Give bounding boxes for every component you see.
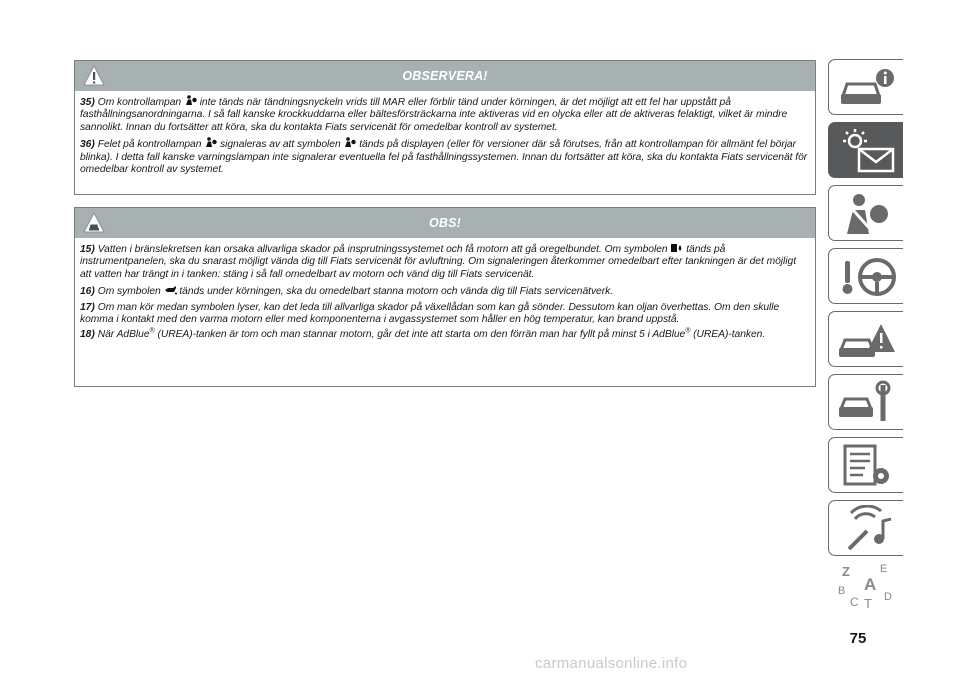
- tab-driving[interactable]: [828, 248, 903, 304]
- safety-icon: [835, 190, 899, 238]
- svg-text:Z: Z: [842, 564, 850, 579]
- svg-text:T: T: [864, 596, 872, 608]
- note-17: 17) Om man kör medan symbolen lyser, kan det leda till allvarliga skador på växellådan som kan gå sönder. Dessutom kan oljan överhettas. Om den skulle komma i kontakt med den varma motorn eller med komponenterna i avgassystemet som håller en hög temperatur, kan brand uppstå.: [80, 301, 780, 326]
- observera-box: [74, 60, 816, 195]
- airbag-fault-icon: [343, 137, 356, 148]
- tab-technical-data[interactable]: [828, 437, 903, 493]
- tab-warning-lights[interactable]: [828, 122, 903, 178]
- oil-pressure-icon: [164, 284, 177, 295]
- tab-emergency[interactable]: [828, 311, 903, 367]
- driving-icon: [835, 253, 899, 301]
- water-in-fuel-icon: [670, 242, 683, 253]
- note-16: 16) Om symbolen tänds under körningen, ska du omedelbart stanna motorn och vända dig till Fiats servicenätverk.: [80, 286, 614, 298]
- warning-lights-icon: [835, 127, 899, 175]
- tab-multimedia[interactable]: [828, 500, 903, 556]
- note-18: 18) När AdBlue® (UREA)-tanken är tom och man stannar motorn, går det inte att starta om den förrän man har fyllt på minst 5 i AdBlue® (UREA)-tanken.: [80, 328, 766, 341]
- observera-title: OBSERVERA!: [402, 69, 488, 83]
- note-35: 35) Om kontrollampan inte tänds när tändningsnyckeln vrids till MAR eller förblir tänd under körningen, är det möjligt att ett fel har uppstått på fasthållningsanordningarna. I så fall kanske krockkuddarna eller bältesförsträckarna inte aktiveras vid en olycka eller att de aktiveras felaktigt, vilket är mindre sannolikt. Innan du fortsätter att köra, ska du kontakta Fiats servicenät för omedelbar kontroll av systemet.: [80, 97, 788, 133]
- tab-maintenance[interactable]: [828, 374, 903, 430]
- emergency-icon: [835, 316, 899, 364]
- svg-text:C: C: [850, 595, 859, 608]
- note-15: 15) Vatten i bränslekretsen kan orsaka allvarliga skador på insprutningssystemet och få motorn att gå oregelbundet. Om symbolen tänds på instrumentpanelen, ska du snarast möjligt vända dig till Fiats servicenät för avluftning. Om signaleringen återkommer omedelbart efter tankningen är det möjligt att vatten har trängt in i tanken: stäng i så fall omedelbart av motorn och vänd dig till Fiats servicenät.: [80, 244, 797, 280]
- watermark: carmanualsonline.info: [535, 655, 688, 672]
- svg-text:E: E: [880, 563, 888, 575]
- multimedia-icon: [835, 505, 899, 553]
- technical-data-icon: [835, 442, 899, 490]
- obs-box: [74, 207, 816, 387]
- airbag-warning-icon: [204, 137, 217, 148]
- svg-text:B: B: [838, 585, 846, 597]
- car-info-icon: [835, 64, 899, 112]
- car-caution-icon: [83, 212, 105, 234]
- tab-safety[interactable]: [828, 185, 903, 241]
- tab-index[interactable]: [828, 556, 903, 608]
- tab-car-info[interactable]: [828, 59, 903, 115]
- obs-header: [75, 208, 815, 238]
- svg-text:A: A: [864, 575, 877, 594]
- index-icon: [834, 560, 898, 608]
- page-number: 75: [849, 630, 867, 647]
- note-36: 36) Felet på kontrollampan signaleras av att symbolen tänds på displayen (eller för versioner där så förutses, från att kontrollampan för allmänt fel börjar blinka). I detta fall kanske varningslampan inte signalerar eventuella fel på fasthållningssystemen. Innan du fortsätter att köra, ska du kontakta Fiats servicenät för omedelbar kontroll av systemet.: [80, 139, 808, 176]
- svg-text:D: D: [884, 591, 892, 603]
- observera-header: [75, 61, 815, 91]
- obs-title: OBS!: [428, 216, 462, 230]
- warning-triangle-icon: [83, 65, 105, 87]
- maintenance-icon: [835, 379, 899, 427]
- airbag-warning-icon: [184, 95, 197, 106]
